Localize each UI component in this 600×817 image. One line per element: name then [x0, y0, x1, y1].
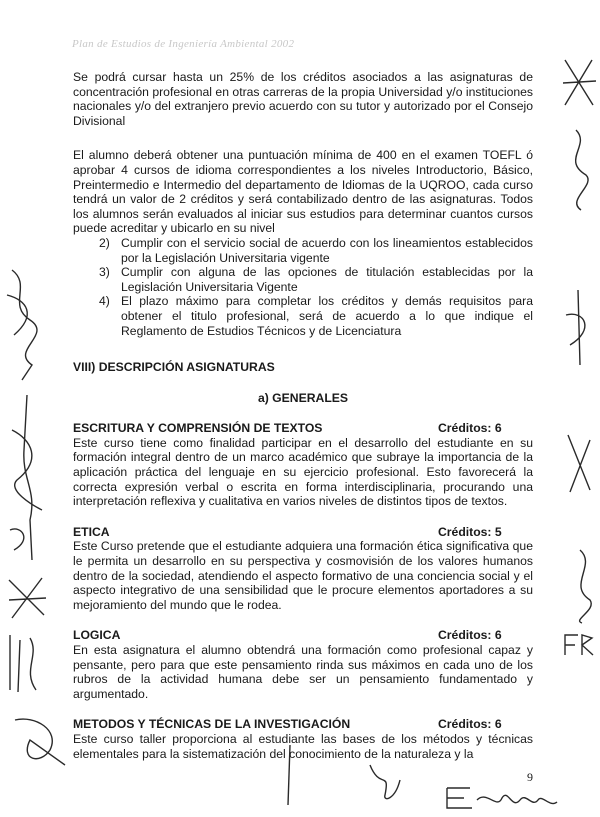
- requirement-text: El plazo máximo para completar los créditos y demás requisitos para obtener el titulo profesional, será de acuerdo a lo que indique el Reglamento de Estudios Técnicos y de Licenciatura: [121, 294, 533, 338]
- requirement-item: [99, 265, 533, 294]
- course-block: [73, 525, 533, 613]
- course-header: [73, 421, 533, 436]
- signature-right-5: [562, 545, 598, 625]
- requirement-item: [99, 235, 533, 265]
- signature-bottom-3: [442, 780, 562, 815]
- requirement-number: 3): [99, 265, 110, 280]
- course-description: En esta asignatura el alumno obtendrá una formación como profesional capaz y pensante, pero para que este pensamiento rinda sus máximos en cada uno de los rubros de la actividad humana debe ser un pensamiento fundamentado y argumentado.: [73, 643, 533, 701]
- signature-bottom-2: [365, 760, 405, 805]
- course-credits: Créditos: 6: [438, 717, 502, 732]
- section-title: VIII) DESCRIPCIÓN ASIGNATURAS: [73, 360, 275, 375]
- running-header: Plan de Estudios de Ingeniería Ambiental 2002: [72, 38, 295, 50]
- requirement-text: Cumplir con alguna de las opciones de titulación establecidas por la Legislación Universitaria Vigente: [121, 265, 533, 294]
- course-credits: Créditos: 5: [438, 524, 502, 539]
- signature-right-4: [560, 430, 598, 500]
- course-name: ESCRITURA Y COMPRENSIÓN DE TEXTOS: [73, 421, 323, 436]
- signature-left-1: [2, 265, 52, 385]
- course-credits: Créditos: 6: [438, 628, 502, 643]
- signature-left-5: [10, 710, 70, 770]
- course-description: Este curso taller proporciona al estudiante las bases de los métodos y técnicas elementales para la sistematización del conocimiento de la naturaleza y la: [73, 731, 533, 761]
- requirement-text: Cumplir con el servicio social de acuerdo con los lineamientos establecidos por la Legislación Universitaria vigente: [121, 235, 533, 265]
- course-credits: Créditos: 6: [438, 421, 502, 436]
- signature-left-2: [2, 390, 57, 565]
- course-block: [73, 628, 533, 701]
- course-header: [73, 628, 533, 643]
- course-block: [73, 421, 533, 509]
- requirements-list: [73, 236, 533, 338]
- signature-left-4: [2, 630, 47, 700]
- document-body: [73, 70, 533, 761]
- course-name: ETICA: [73, 524, 110, 539]
- course-block: [73, 717, 533, 761]
- course-header: [73, 525, 533, 540]
- requirement-item: [99, 294, 533, 338]
- page-number: 9: [527, 770, 533, 784]
- signature-bottom-1: [280, 740, 300, 810]
- course-name: LOGICA: [73, 628, 121, 643]
- signature-right-2: [556, 125, 598, 215]
- signature-right-3: [560, 285, 598, 375]
- section-subtitle: a) GENERALES: [257, 390, 349, 405]
- requirement-number: 4): [99, 294, 110, 309]
- requirement-number: 2): [99, 235, 110, 250]
- course-description: Este Curso pretende que el estudiante adquiera una formación ética significativa que le permita un desarrollo en su perspectiva y cosmovisión de los valores humanos dentro de la sociedad, atendiendo el aspecto formativo de una conciencia social y el aspecto integrativo de una sensibilidad que le procure elementos aportadores a su mejoramiento del mundo que le rodea.: [73, 539, 533, 612]
- signature-right-6: [560, 630, 596, 660]
- course-header: [73, 717, 533, 732]
- signature-left-3: [4, 570, 49, 625]
- intro-paragraph-credits: Se podrá cursar hasta un 25% de los créditos asociados a las asignaturas de concentración profesional en otras carreras de la propia Universidad y/o instituciones nacionales y/o del extranjero previo acuerdo con su tutor y autorizado por el Consejo Divisional: [73, 70, 533, 128]
- course-description: Este curso tiene como finalidad participar en el desarrollo del estudiante en su formación integral dentro de un marco académico que subraye la importancia de la aplicación práctica del lenguaje en su ejercicio profesional. Esto favorecerá la correcta expresión verbal o escrita en forma interdisciplinaria, procurando una interpretación reflexiva y cualitativa en varios niveles de distintos tipos de textos.: [73, 435, 533, 509]
- course-name: METODOS Y TÉCNICAS DE LA INVESTIGACIÓN: [73, 717, 351, 732]
- signature-right-1: [560, 55, 598, 110]
- intro-paragraph-toefl: El alumno deberá obtener una puntuación mínima de 400 en el examen TOEFL ó aprobar 4 cursos de idioma correspondientes a los niveles Introductorio, Básico, Preintermedio e Intermedio del departamento de Idiomas de la UQROO, cada curso tendrá un valor de 2 créditos y será contabilizado dentro de las asignaturas. Todos los alumnos serán evaluados al iniciar sus estudios para determinar cuantos cursos puede acreditar y ubicarlo en su nivel: [73, 148, 533, 236]
